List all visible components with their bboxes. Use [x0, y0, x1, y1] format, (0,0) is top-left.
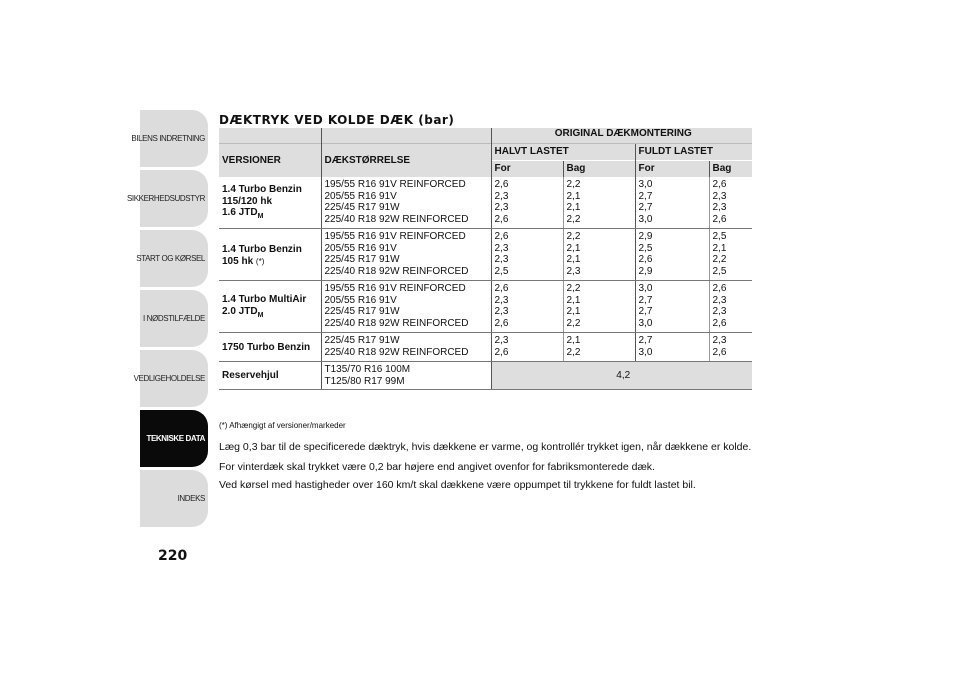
tyre-sizes: 195/55 R16 91V REINFORCED 205/55 R16 91V 225/45 R17 91W 225/40 R18 92W REINFORCED	[321, 229, 491, 281]
full-rear-values: 2,6 2,3 2,3 2,6	[709, 281, 752, 333]
page-number: 220	[158, 548, 188, 564]
half-rear-values: 2,2 2,1 2,1 2,3	[563, 229, 635, 281]
header-empty-1	[219, 128, 321, 144]
header-empty-2	[321, 128, 491, 144]
table-row	[219, 333, 752, 362]
tyre-sizes: 225/45 R17 91W 225/40 R18 92W REINFORCED	[321, 333, 491, 362]
tyre-sizes: 195/55 R16 91V REINFORCED 205/55 R16 91V 225/45 R17 91W 225/40 R18 92W REINFORCED	[321, 281, 491, 333]
half-rear-values: 2,2 2,1 2,1 2,2	[563, 281, 635, 333]
full-front-header: For	[635, 161, 709, 178]
spare-value: 4,2	[491, 362, 752, 390]
full-front-values: 2,7 3,0	[635, 333, 709, 362]
tyre-sizes: 195/55 R16 91V REINFORCED 205/55 R16 91V 225/45 R17 91W 225/40 R18 92W REINFORCED	[321, 177, 491, 229]
tab-sikkerhedsudstyr[interactable]	[126, 170, 208, 227]
tab-vedligeholdelse[interactable]	[133, 350, 208, 407]
half-front-values: 2,6 2,3 2,3 2,6	[491, 177, 563, 229]
full-rear-values: 2,3 2,6	[709, 333, 752, 362]
tab-label: VEDLIGEHOLDELSE	[133, 374, 205, 383]
version-line: 115/120 hk	[222, 195, 273, 207]
sidebar-tabs	[126, 110, 208, 530]
footnote: (*) Afhængigt af versioner/markeder	[219, 421, 346, 430]
tab-bilens-indretning[interactable]	[131, 110, 208, 167]
half-load-header: HALVT LASTET	[491, 144, 635, 161]
full-rear-header: Bag	[709, 161, 752, 178]
col-versions-header: VERSIONER	[219, 144, 321, 178]
version-cell	[219, 177, 321, 229]
version-cell	[219, 333, 321, 362]
full-rear-values: 2,6 2,3 2,3 2,6	[709, 177, 752, 229]
tab-label: TEKNISKE DATA	[146, 434, 205, 443]
half-front-values: 2,6 2,3 2,3 2,5	[491, 229, 563, 281]
tab-label: SIKKERHEDSUDSTYR	[126, 194, 205, 203]
group-header: ORIGINAL DÆKMONTERING	[491, 128, 752, 144]
tab-label: I NØDSTILFÆLDE	[143, 314, 205, 323]
full-front-values: 3,0 2,7 2,7 3,0	[635, 177, 709, 229]
full-load-header: FULDT LASTET	[635, 144, 752, 161]
full-rear-values: 2,5 2,1 2,2 2,5	[709, 229, 752, 281]
table-row-spare	[219, 362, 752, 390]
page-title: DÆKTRYK VED KOLDE DÆK (bar)	[219, 113, 455, 127]
half-rear-values: 2,1 2,2	[563, 333, 635, 362]
paragraph: For vinterdæk skal trykket være 0,2 bar højere end angivet ovenfor for fabriksmonterede dæk.	[219, 461, 655, 473]
tab-tekniske-data[interactable]	[140, 410, 208, 467]
spare-label: Reservehjul	[219, 362, 321, 390]
tab-label: INDEKS	[177, 494, 205, 503]
half-front-values: 2,3 2,6	[491, 333, 563, 362]
spare-tyres: T135/70 R16 100M T125/80 R17 99M	[321, 362, 491, 390]
half-rear-header: Bag	[563, 161, 635, 178]
tab-start-og-korsel[interactable]	[136, 230, 208, 287]
half-front-header: For	[491, 161, 563, 178]
table-row	[219, 229, 752, 281]
full-front-values: 2,9 2,5 2,6 2,9	[635, 229, 709, 281]
tab-label: START OG KØRSEL	[136, 254, 205, 263]
version-line: 1.4 Turbo Benzin	[222, 244, 302, 255]
version-line: 105 hk (*)	[222, 255, 265, 267]
version-line: 2.0 $JTD_M$	[222, 305, 264, 319]
paragraph: Ved kørsel med hastigheder over 160 km/t skal dækkene være oppumpet til trykkene for fuldt lastet bil.	[219, 479, 696, 491]
half-rear-values: 2,2 2,1 2,1 2,2	[563, 177, 635, 229]
table-row	[219, 281, 752, 333]
col-tyre-header: DÆKSTØRRELSE	[321, 144, 491, 178]
version-line: 1.6 $JTD_M$	[222, 207, 264, 221]
paragraph: Læg 0,3 bar til de specificerede dæktryk, hvis dækkene er varme, og kontrollér trykket igen, når dækkene er kolde.	[219, 441, 752, 453]
version-line: 1.4 Turbo Benzin	[222, 184, 302, 196]
table-row	[219, 177, 752, 229]
tab-indeks[interactable]	[140, 470, 208, 527]
version-line: 1750 Turbo Benzin	[222, 342, 311, 354]
version-cell	[219, 281, 321, 333]
version-line: 1.4 Turbo MultiAir	[222, 294, 307, 305]
tab-label: BILENS INDRETNING	[131, 134, 205, 143]
half-front-values: 2,6 2,3 2,3 2,6	[491, 281, 563, 333]
version-cell	[219, 229, 321, 281]
tyre-pressure-table	[219, 128, 752, 390]
tab-i-nodstilfaelde[interactable]	[140, 290, 208, 347]
full-front-values: 3,0 2,7 2,7 3,0	[635, 281, 709, 333]
